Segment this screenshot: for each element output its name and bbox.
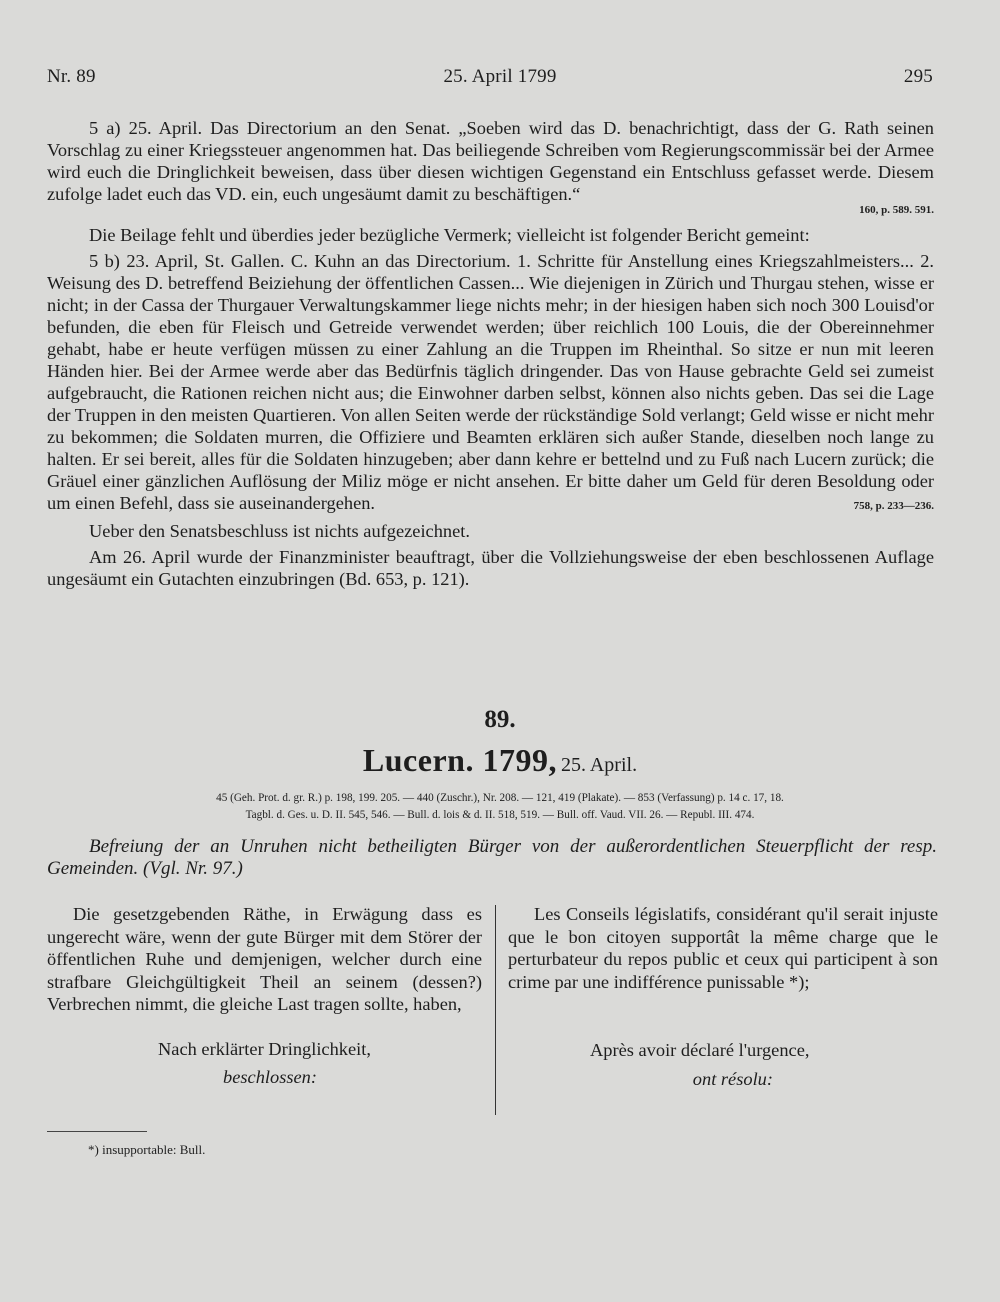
reference-5a: 160, p. 589. 591.: [859, 204, 934, 216]
german-urgency: Nach erklärter Dringlichkeit,: [158, 1038, 371, 1059]
page-number: 295: [903, 66, 933, 87]
document-number: 89.: [484, 706, 516, 733]
german-column: [47, 903, 482, 1089]
page-header-number: Nr. 89: [47, 66, 96, 87]
reference-5b: 758, p. 233—236.: [853, 500, 934, 512]
french-text: Les Conseils législatifs, considérant qu'il serait injuste que le bon citoyen supportât la même charge que le perturbateur du repos public et ceux qui participent à son crime par une indifférence punissable *);: [508, 904, 938, 992]
paragraph-5b: [47, 250, 934, 514]
document-title: [0, 742, 1000, 779]
paragraph-april-26: Am 26. April wurde der Finanzminister beauftragt, über die Vollziehungsweise der eben beschlossenen Auflage ungesäumt ein Gutachten einzubringen (Bd. 653, p. 121).: [47, 547, 934, 589]
footnote: *) insupportable: Bull.: [88, 1142, 206, 1157]
paragraph-5a: 5 a) 25. April. Das Directorium an den Senat. „Soeben wird das D. benachrichtigt, dass der G. Rath seinen Vorschlag zu einer Kriegssteuer angenommen hat. Das beiliegende Schreiben vom Regierungscommissär bei der Armee wird euch die Dringlichkeit beweisen, dass über diesen wichtigen Gegenstand ein Entschluss gefasset werde. Diesem zufolge ladet euch das VD. ein, euch ungesäumt damit zu beschäftigen.“: [47, 118, 934, 204]
german-text: Die gesetzgebenden Räthe, in Erwägung dass es ungerecht wäre, wenn der gute Bürger mit dem Störer der öffentlichen Ruhe und demjenigen, welcher durch eine strafbare Gleichgültigkeit Theil an seinem (dessen?) Verbrechen nimmt, die gleiche Last tragen sollte, haben,: [47, 904, 482, 1014]
main-text-block: [47, 224, 934, 590]
document-place-year: Lucern. 1799,: [362, 742, 557, 778]
french-urgency: Après avoir déclaré l'urgence,: [590, 1040, 810, 1060]
paragraph-5a-block: [47, 117, 934, 217]
document-summary: Befreiung der an Unruhen nicht betheiligten Bürger von der außerordentlichen Steuerpflicht der resp. Gemeinden. (Vgl. Nr. 97.): [47, 836, 937, 879]
document-date: 25. April.: [560, 754, 638, 776]
german-resolved: beschlossen:: [223, 1067, 317, 1087]
paragraph-senat: Ueber den Senatsbeschluss ist nichts aufgezeichnet.: [89, 521, 470, 541]
source-line-2: Tagbl. d. Ges. u. D. II. 545, 546. — Bull. d. lois & d. II. 518, 519. — Bull. off. Vaud. VII. 26. — Republ. III. 474.: [245, 809, 755, 821]
column-divider: [495, 905, 496, 1115]
page-header-date: 25. April 1799: [443, 66, 557, 87]
paragraph-beilage: Die Beilage fehlt und überdies jeder bezügliche Vermerk; vielleicht ist folgender Bericht gemeint:: [89, 225, 810, 245]
source-references: [90, 790, 910, 824]
source-line-1: 45 (Geh. Prot. d. gr. R.) p. 198, 199. 205. — 440 (Zuschr.), Nr. 208. — 121, 419 (Plakate). — 853 (Verfassung) p. 14 c. 17, 18.: [216, 792, 784, 804]
paragraph-5b-text: 5 b) 23. April, St. Gallen. C. Kuhn an das Directorium. 1. Schritte für Anstellung eines Kriegszahlmeisters... 2. Weisung des D. betreffend Beiziehung der öffentlichen Cassen... Wie diejenigen in Zürich und Thurgau stehen, wisse er nicht; in der Cassa der Thurgauer Verwaltungskammer liege nichts mehr; in der hiesigen haben sich noch 300 Louisd'or befunden, die eben für Fleisch und Getreide verwendet werden; über reichlich 100 Louis, die der Obereinnehmer gehabt, habe er heute verfügen müssen zu einer Zahlung an die Truppen im Rheinthal. So sitze er nun mit leeren Händen hier. Bei der Armee werde aber das Bedürfnis täglich dringender. Das von Hause gebrachte Geld sei zumeist aufgebraucht, die Rationen reichen nicht aus; die Einwohner darben selbst, können also nichts geben. Das sei die Lage der Truppen in den meisten Quartieren. Von allen Seiten werde der rückständige Sold verlangt; Geld wisse er nicht mehr zu bekommen; die Soldaten murren, die Offiziere und Beamten erklären sich außer Stande, dieselben noch lange zu halten. Er sei bereit, alles für die Soldaten hinzugeben; aber dann kehre er bettelnd und zu Fuß nach Lucern zurück; die Gräuel einer gänzlichen Auflösung der Miliz möge er nicht ansehen. Er bitte daher um Geld für deren Besoldung oder um einen Befehl, dass sie auseinandergehen.: [47, 251, 934, 513]
footnote-rule: [47, 1131, 147, 1132]
french-resolved: ont résolu:: [692, 1068, 773, 1089]
french-column: [508, 903, 938, 1090]
